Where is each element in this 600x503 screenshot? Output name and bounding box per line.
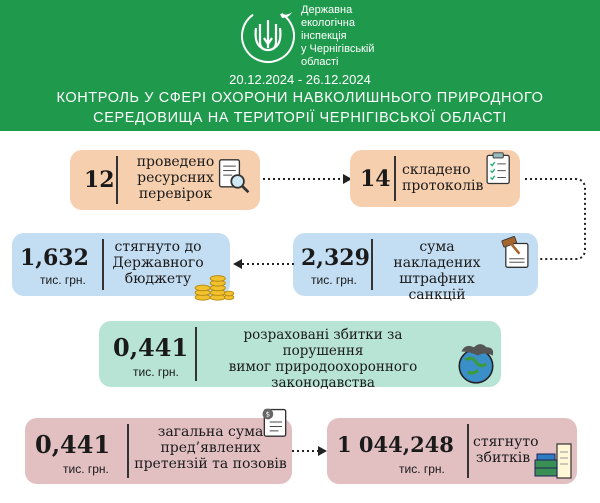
claims-total-unit: тис. грн. xyxy=(63,462,109,476)
report-period: 20.12.2024 - 26.12.2024 xyxy=(229,72,371,87)
flow-arrow xyxy=(232,259,294,269)
card-divider xyxy=(394,156,396,201)
card-collected-budget xyxy=(12,233,230,296)
card-damages-collected xyxy=(327,418,577,484)
svg-text:$: $ xyxy=(265,409,271,419)
damages-collected-unit: тис. грн. xyxy=(399,462,445,476)
card-protocols xyxy=(350,150,520,207)
legal-document-icon xyxy=(259,406,291,438)
collected-budget-unit: тис. грн. xyxy=(40,273,86,287)
organization-name: Державна екологічна інспекція у Чернігівській області xyxy=(301,4,375,68)
document-magnifier-icon xyxy=(216,158,252,194)
fines-imposed-label: сума накладених штрафних санкцій xyxy=(393,239,481,303)
claims-total-value: 0,441 xyxy=(35,430,111,459)
card-fines-imposed xyxy=(293,233,538,303)
card-divider xyxy=(116,156,118,204)
damages-collected-label: стягнуто збитків xyxy=(473,434,539,466)
protocols-label: складено протоколів xyxy=(402,162,484,194)
damages-collected-value: 1 044,248 xyxy=(337,432,454,457)
inspections-value: 12 xyxy=(84,167,115,193)
header-banner xyxy=(0,0,600,131)
card-divider xyxy=(102,239,104,290)
gavel-icon xyxy=(499,235,533,269)
card-divider xyxy=(195,327,197,381)
flow-arrow xyxy=(263,174,353,184)
card-divider xyxy=(467,424,469,478)
polluted-globe-icon xyxy=(453,341,499,387)
flow-arrow xyxy=(292,446,328,456)
damages-calculated-unit: тис. грн. xyxy=(133,365,179,379)
trident-emblem-icon xyxy=(240,8,296,64)
page-title-line-2: СЕРЕДОВИЩА НА ТЕРИТОРІЇ ЧЕРНІГІВСЬКОЇ ОБЛАСТІ xyxy=(93,110,507,126)
card-inspections xyxy=(70,150,260,210)
card-claims-total xyxy=(25,409,292,484)
protocols-value: 14 xyxy=(360,166,391,192)
collected-budget-label: стягнуто до Державного бюджету xyxy=(112,239,204,287)
claims-total-label: загальна сума пред’явлених претензій та позовів xyxy=(134,424,287,472)
clipboard-checklist-icon xyxy=(482,152,516,186)
inspections-label: проведено ресурсних перевірок xyxy=(136,154,215,202)
coin-stacks-icon xyxy=(192,269,236,303)
money-receipt-icon xyxy=(533,442,577,482)
fines-imposed-unit: тис. грн. xyxy=(311,273,357,287)
damages-calculated-label: розраховані збитки за порушення вимог природоохоронного законодавства xyxy=(228,327,418,391)
damages-calculated-value: 0,441 xyxy=(113,333,189,362)
card-damages-calculated xyxy=(99,321,501,391)
card-divider xyxy=(371,239,373,290)
page-title-line-1: КОНТРОЛЬ У СФЕРІ ОХОРОНИ НАВКОЛИШНЬОГО ПРИРОДНОГО xyxy=(56,90,544,106)
fines-imposed-value: 2,329 xyxy=(301,245,370,271)
card-divider xyxy=(127,424,129,478)
collected-budget-value: 1,632 xyxy=(20,245,89,271)
